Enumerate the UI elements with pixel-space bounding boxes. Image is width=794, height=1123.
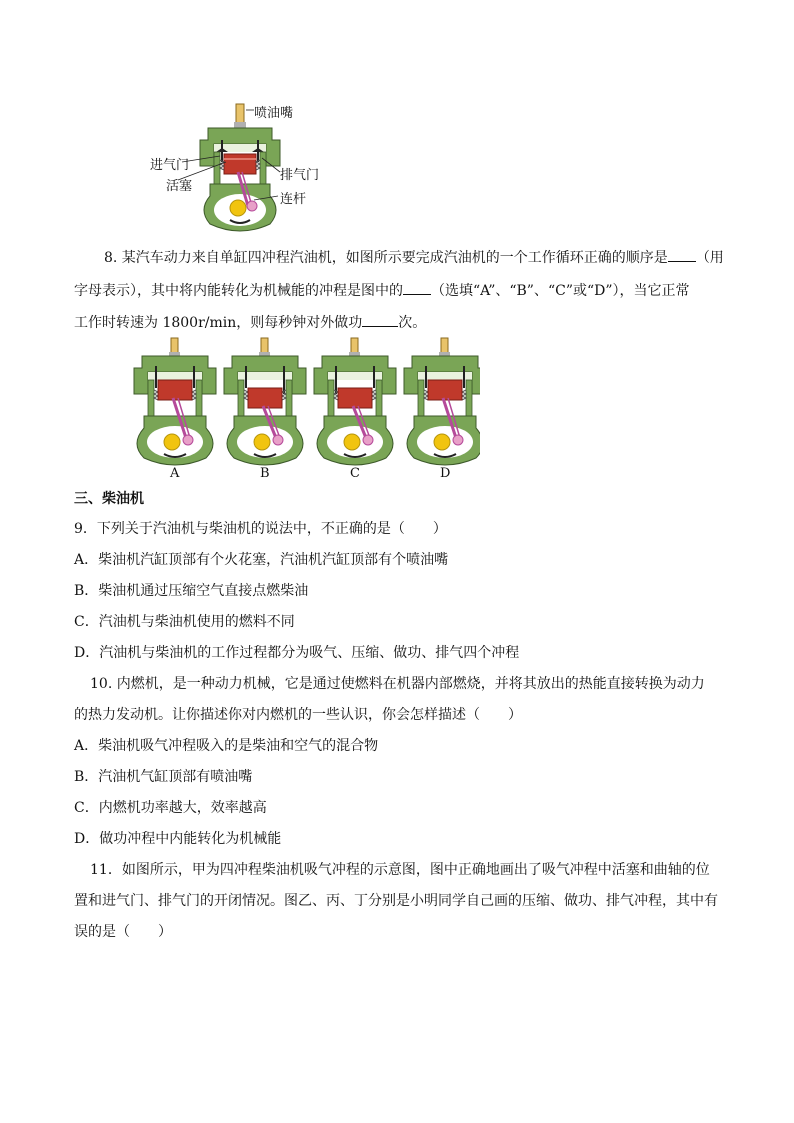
q8-line1 [104,247,724,268]
engine-a [134,338,216,465]
q10-option-d[interactable]: D．做功冲程中内能转化为机械能 [74,831,282,847]
engine-label-b: B [260,466,270,481]
q11-line1: 11．如图所示，甲为四冲程柴油机吸气冲程的示意图，图中正确地画出了吸气冲程中活塞和曲轴的位 [90,862,710,878]
engine-label-c: C [350,466,360,481]
q8-text-3a: 工作时转速为 1800r/min，则每秒钟对外做功 [74,315,363,331]
q8-line3 [74,312,426,333]
engine-d [404,338,480,465]
q9-option-b[interactable]: B．柴油机通过压缩空气直接点燃柴油 [74,583,309,599]
engine-strokes-svg [130,336,480,486]
q8-text-2b: （选填“A”、“B”、“C”或“D”），当它正常 [431,283,690,299]
label-piston: 活塞 [166,179,193,194]
q10-stem-line2: 的热力发动机。让你描述你对内燃机的一些认识，你会怎样描述（ ） [74,707,522,723]
q8-text-1a: 8. 某汽车动力来自单缸四冲程汽油机，如图所示要完成汽油机的一个工作循环正确的顺序是 [104,250,668,266]
q9-option-d[interactable]: D．汽油机与柴油机的工作过程都分为吸气、压缩、做功、排气四个冲程 [74,645,520,661]
q8-text-2a: 字母表示），其中将内能转化为机械能的冲程是图中的 [74,283,403,299]
engine-label-d: D [440,466,451,481]
label-connecting-rod: 连杆 [280,192,307,207]
answer-blank-order[interactable] [668,247,696,262]
q8-text-1b: （用 [695,250,724,266]
answer-blank-stroke[interactable] [403,280,431,295]
q11-line2: 置和进气门、排气门的开闭情况。图乙、丙、丁分别是小明同学自己画的压缩、做功、排气冲程，其中有 [74,893,718,909]
label-intake-valve: 进气门 [150,158,190,173]
q10-option-a[interactable]: A．柴油机吸气冲程吸入的是柴油和空气的混合物 [74,738,379,754]
q10-option-b[interactable]: B．汽油机气缸顶部有喷油嘴 [74,769,253,785]
engine-diagram-labelled [150,100,350,235]
engine-c [314,338,396,465]
engine-label-a: A [170,466,180,481]
q9-option-a[interactable]: A．柴油机汽缸顶部有个火花塞，汽油机汽缸顶部有个喷油嘴 [74,552,449,568]
label-exhaust-valve: 排气门 [280,168,320,183]
engine-strokes-figure [130,336,480,486]
q10-option-c[interactable]: C．内燃机功率越大，效率越高 [74,800,267,816]
q8-line2 [74,280,690,301]
engine-b [224,338,306,465]
label-nozzle: 喷油嘴 [254,106,294,121]
q10-stem-line1: 10. 内燃机，是一种动力机械，它是通过使燃料在机器内部燃烧，并将其放出的热能直接转换为动力 [90,676,705,692]
q9-option-c[interactable]: C．汽油机与柴油机使用的燃料不同 [74,614,295,630]
q9-stem: 9．下列关于汽油机与柴油机的说法中，不正确的是（ ） [74,521,447,537]
answer-blank-work[interactable] [362,312,398,327]
section-title-diesel: 三、柴油机 [74,491,144,507]
q11-line3: 误的是（ ） [74,924,172,940]
q8-text-3b: 次。 [398,315,427,331]
